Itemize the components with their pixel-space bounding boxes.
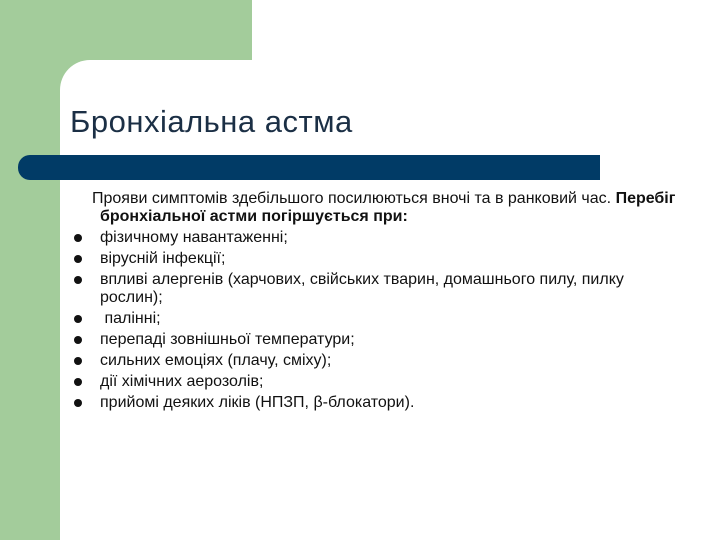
bullet-text: дії хімічних аерозолів;: [100, 373, 264, 390]
bullet-item: [70, 352, 680, 370]
slide-content: [70, 190, 680, 415]
intro-bold-text: Перебіг бронхіальної астми погіршується при:: [100, 190, 676, 225]
bullet-item: [70, 394, 680, 412]
bullet-text: перепаді зовнішньої температури;: [100, 331, 355, 348]
bullet-dot-icon: [74, 276, 82, 284]
bullet-item: [70, 271, 680, 307]
bullet-text: сильних емоціях (плачу, сміху);: [100, 352, 332, 369]
intro-paragraph: [70, 190, 680, 226]
bullet-text: палінні;: [100, 310, 161, 327]
bullet-item: [70, 310, 680, 328]
bullet-text: вірусній інфекції;: [100, 250, 226, 267]
title-underline-bar: [18, 155, 600, 180]
bullet-list: [70, 229, 680, 412]
bullet-text: прийомі деяких ліків (НПЗП, β-блокатори).: [100, 394, 415, 411]
bullet-dot-icon: [74, 315, 82, 323]
bullet-item: [70, 229, 680, 247]
bullet-text: впливі алергенів (харчових, свійських тварин, домашнього пилу, пилку рослин);: [100, 271, 624, 306]
bullet-text: фізичному навантаженні;: [100, 229, 288, 246]
bullet-dot-icon: [74, 336, 82, 344]
bullet-dot-icon: [74, 255, 82, 263]
slide-title: Бронхіальна астма: [70, 104, 353, 139]
bullet-dot-icon: [74, 378, 82, 386]
bullet-item: [70, 373, 680, 391]
bullet-dot-icon: [74, 399, 82, 407]
bullet-dot-icon: [74, 357, 82, 365]
bullet-dot-icon: [74, 234, 82, 242]
bullet-item: [70, 331, 680, 349]
intro-text: Прояви симптомів здебільшого посилюються вночі та в ранковий час.: [92, 190, 616, 207]
bullet-item: [70, 250, 680, 268]
